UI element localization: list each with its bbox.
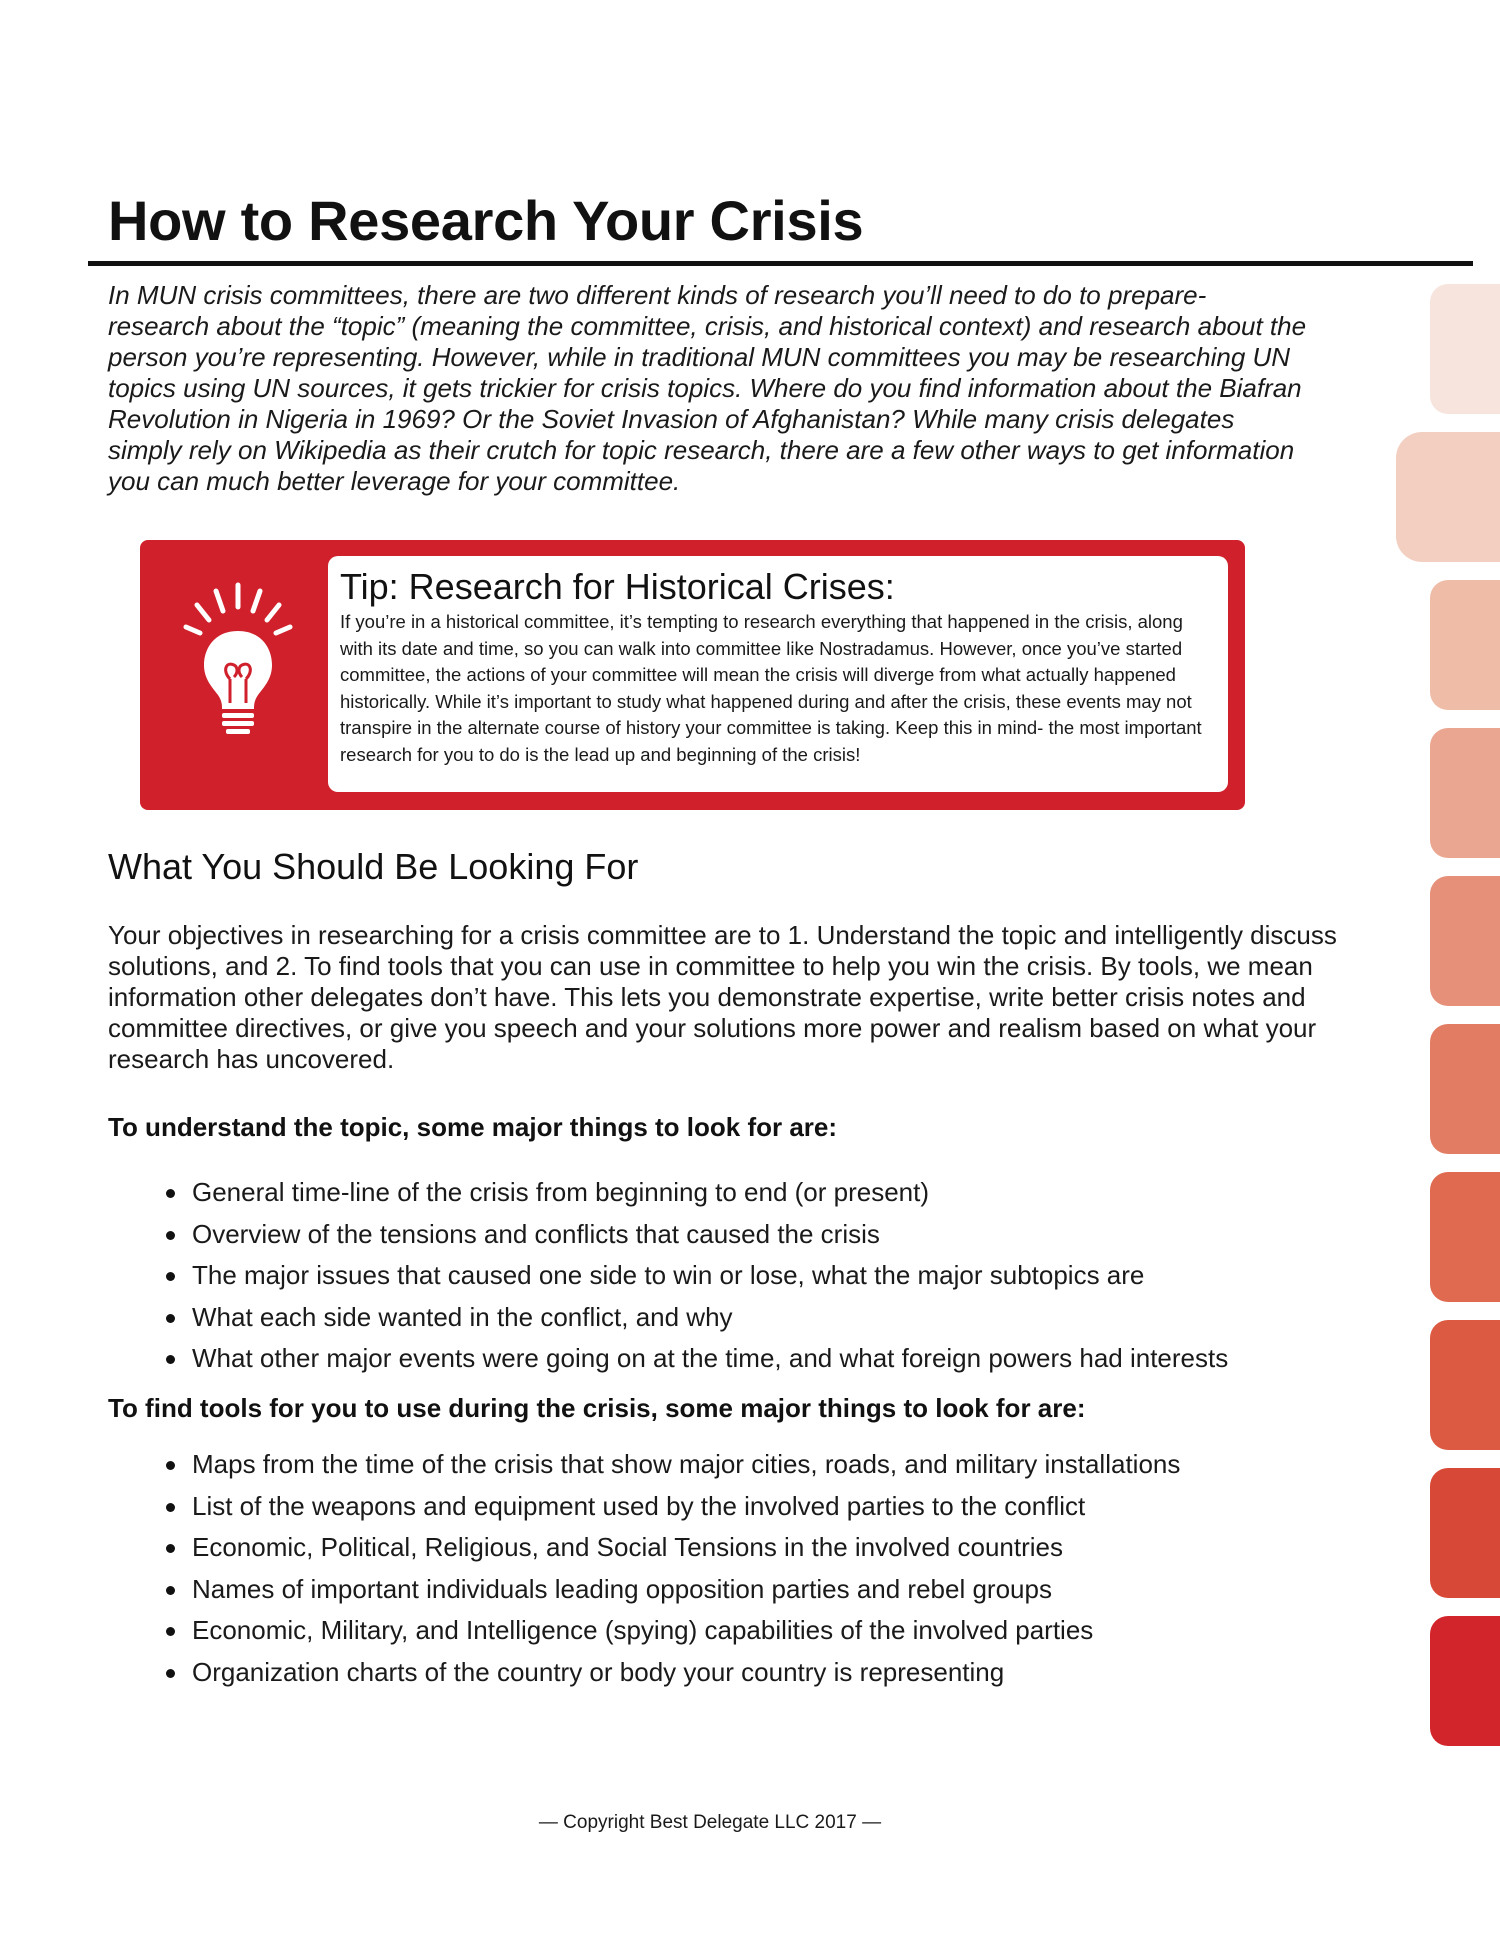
side-tab-6 (1430, 1024, 1500, 1154)
title-divider (88, 261, 1473, 266)
list-item: Names of important individuals leading opposition parties and rebel groups (160, 1573, 1180, 1615)
list-item: Economic, Military, and Intelligence (spying) capabilities of the involved parties (160, 1614, 1180, 1656)
list-item: Organization charts of the country or body your country is representing (160, 1656, 1180, 1698)
understand-topic-list (160, 1176, 1228, 1384)
list-item: Overview of the tensions and conflicts that caused the crisis (160, 1218, 1228, 1260)
list-item: List of the weapons and equipment used by the involved parties to the conflict (160, 1490, 1180, 1532)
side-tab-10 (1430, 1616, 1500, 1746)
side-tab-1 (1430, 284, 1500, 414)
find-tools-list (160, 1448, 1180, 1697)
list-item: Economic, Political, Religious, and Social Tensions in the involved countries (160, 1531, 1180, 1573)
side-tab-5 (1430, 876, 1500, 1006)
tip-body: If you’re in a historical committee, it’s tempting to research everything that happened in the crisis, along with its date and time, so you can walk into committee like Nostradamus. However, once you’ve started committee, the actions of your committee will mean the crisis will diverge from what actually happened historically. While it’s important to study what happened during and after the crisis, these events may not transpire in the alternate course of history your committee is taking. Keep this in mind- the most important research for you to do is the lead up and beginning of the crisis! (340, 611, 1202, 765)
list-item: What each side wanted in the conflict, and why (160, 1301, 1228, 1343)
list-item: What other major events were going on at the time, and what foreign powers had interests (160, 1342, 1228, 1384)
understand-topic-heading: To understand the topic, some major things to look for are: (108, 1112, 838, 1142)
list-item: General time-line of the crisis from beginning to end (or present) (160, 1176, 1228, 1218)
page-title: How to Research Your Crisis (108, 189, 864, 252)
tip-box (140, 540, 1245, 810)
side-tab-9 (1430, 1468, 1500, 1598)
intro-paragraph: In MUN crisis committees, there are two different kinds of research you’ll need to do to prepare- research about the “topic” (meaning the committee, crisis, and historical context) and research about the person you’re representing. However, while in traditional MUN committees you may be researching UN topics using UN sources, it gets trickier for crisis topics. Where do you find information about the Biafran Revolution in Nigeria in 1969? Or the Soviet Invasion of Afghanistan? While many crisis delegates simply rely on Wikipedia as their crutch for topic research, there are a few other ways to get information you can much better leverage for your committee. (108, 280, 1307, 496)
copyright-footer: — Copyright Best Delegate LLC 2017 — (538, 1812, 882, 1833)
tip-content (328, 556, 1228, 792)
side-tab-2 (1396, 432, 1500, 562)
section-heading: What You Should Be Looking For (108, 846, 639, 887)
list-item: The major issues that caused one side to win or lose, what the major subtopics are (160, 1259, 1228, 1301)
side-tab-8 (1430, 1320, 1500, 1450)
side-tab-4 (1430, 728, 1500, 858)
side-tab-3 (1430, 580, 1500, 710)
list-item: Maps from the time of the crisis that show major cities, roads, and military installations (160, 1448, 1180, 1490)
find-tools-heading: To find tools for you to use during the crisis, some major things to look for are: (108, 1393, 1086, 1423)
lightbulb-icon (178, 575, 298, 735)
side-tab-7 (1430, 1172, 1500, 1302)
tip-title: Tip: Research for Historical Crises: (340, 566, 895, 607)
objectives-paragraph: Your objectives in researching for a crisis committee are to 1. Understand the topic and intelligently discuss solutions, and 2. To find tools that you can use in committee to help you win the crisis. By tools, we mean information other delegates don’t have. This lets you demonstrate expertise, write better crisis notes and committee directives, or give you speech and your solutions more power and realism based on what your research has uncovered. (108, 920, 1337, 1074)
